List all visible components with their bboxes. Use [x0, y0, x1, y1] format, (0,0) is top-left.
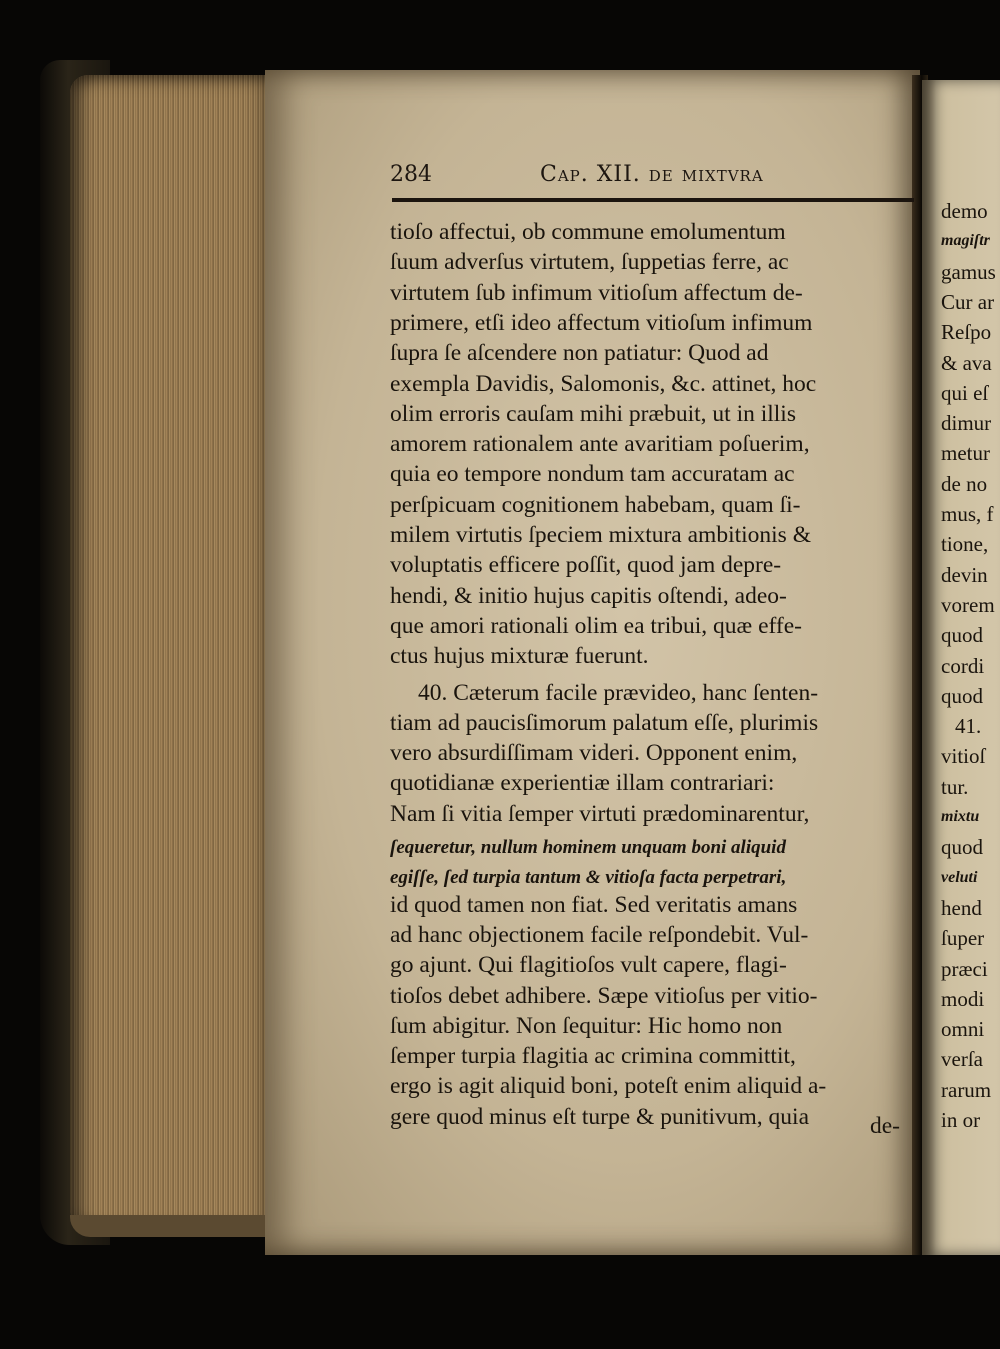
facing-text-line: modi	[941, 986, 985, 1011]
facing-text-line: de no	[941, 471, 988, 496]
text-line: perſpicuam cognitionem habebam, quam ſi-	[390, 491, 801, 518]
page-edges	[70, 75, 280, 1235]
facing-text-line: Cur ar	[941, 289, 995, 314]
text-line: tiam ad paucisſimorum palatum eſſe, plurimis	[390, 709, 819, 736]
facing-text-line: magiſtr	[941, 232, 990, 250]
text-line: go ajunt. Qui flagitioſos vult capere, flagi-	[390, 952, 787, 979]
text-line: ſuum adverſus virtutem, ſuppetias ferre, ac	[390, 249, 789, 276]
text-line: hendi, & initio hujus capitis oſtendi, adeo-	[390, 582, 787, 609]
facing-text-line: veluti	[941, 868, 978, 886]
facing-text-line: quod	[941, 623, 983, 648]
facing-text-line: gamus	[941, 259, 996, 284]
text-line: quotidianæ experientiæ illam contrariari:	[390, 770, 775, 797]
text-line: ctus hujus mixturæ fuerunt.	[390, 643, 649, 670]
text-line: Nam ſi vitia ſemper virtuti prædominarentur,	[390, 800, 810, 827]
facing-text-line: cordi	[941, 653, 985, 678]
facing-text-line: qui eſ	[941, 380, 989, 405]
facing-text-line: devin	[941, 562, 988, 587]
facing-text-line: ſuper	[941, 926, 985, 951]
text-line: ſum abigitur. Non ſequitur: Hic homo non	[390, 1012, 783, 1039]
text-line: amorem rationalem ante avaritiam poſuerim,	[390, 431, 810, 458]
text-line: tioſo affectui, ob commune emolumentum	[390, 219, 786, 245]
facing-text-line: Reſpo	[941, 320, 992, 345]
text-line: tioſos debet adhibere. Sæpe vitioſus per vitio-	[390, 982, 818, 1009]
facing-text-line: & ava	[941, 350, 992, 375]
text-line: que amori rationali olim ea tribui, quæ effe-	[390, 612, 802, 639]
facing-text-line: omni	[941, 1017, 985, 1042]
text-line: olim erroris cauſam mihi præbuit, ut in illis	[390, 400, 796, 427]
facing-text-line: quod	[941, 835, 983, 860]
text-line: ſequeretur, nullum hominem unquam boni aliquid	[390, 837, 786, 858]
chapter-title: Cap. XII. de mixtvra	[540, 162, 764, 187]
facing-text-line: rarum	[941, 1077, 992, 1102]
text-line: ad hanc objectionem facile reſpondebit. Vul-	[390, 921, 809, 948]
facing-text-line: metur	[941, 441, 990, 466]
running-head	[390, 162, 900, 198]
text-line: ſupra ſe aſcendere non patiatur: Quod ad	[390, 340, 769, 367]
text-line: gere quod minus eſt turpe & punitivum, quia	[390, 1103, 810, 1130]
text-line: ergo is agit aliquid boni, poteſt enim aliquid a-	[390, 1073, 827, 1100]
facing-text-line: dimur	[941, 411, 992, 436]
facing-text-line: vitioſ	[941, 744, 986, 769]
text-line: vero absurdiſſimam videri. Opponent enim,	[390, 740, 798, 767]
facing-text-line: demo	[941, 199, 988, 223]
facing-text-line: hend	[941, 895, 982, 920]
facing-text-line: in or	[941, 1108, 981, 1132]
facing-text-line: mus, f	[941, 502, 994, 526]
facing-text-line: præci	[941, 956, 988, 981]
text-line: quia eo tempore nondum tam accuratam ac	[390, 461, 795, 488]
text-line: virtutem ſub infimum vitioſum affectum de-	[390, 279, 803, 306]
text-line: 40. Cæterum facile prævideo, hanc ſenten-	[418, 679, 819, 706]
text-line: voluptatis efficere poſſit, quod jam depre-	[390, 552, 782, 579]
facing-text-line: quod	[941, 683, 983, 708]
text-line: egiſſe, ſed turpia tantum & vitioſa facta perpetrari,	[390, 867, 787, 889]
facing-text-line: tur.	[941, 774, 969, 799]
facing-text-line: 41.	[955, 714, 982, 739]
catchword: de-	[870, 1113, 901, 1139]
text-line: exempla Davidis, Salomonis, &c. attinet, hoc	[390, 370, 817, 397]
page-edges-bottom	[70, 1215, 280, 1237]
facing-text-line: verſa	[941, 1047, 983, 1072]
text-line: milem virtutis ſpeciem mixtura ambitionis &	[390, 522, 811, 548]
text-line: id quod tamen non fiat. Sed veritatis amans	[390, 891, 798, 918]
text-line: ſemper turpia flagitia ac crimina committit,	[390, 1043, 796, 1070]
facing-text-line: mixtu	[941, 808, 980, 825]
facing-text-line: vorem	[941, 592, 995, 617]
page-number: 284	[390, 162, 432, 187]
facing-text-line: tione,	[941, 532, 989, 557]
header-rule	[392, 198, 914, 202]
text-line: primere, etſi ideo affectum vitioſum infimum	[390, 309, 813, 336]
